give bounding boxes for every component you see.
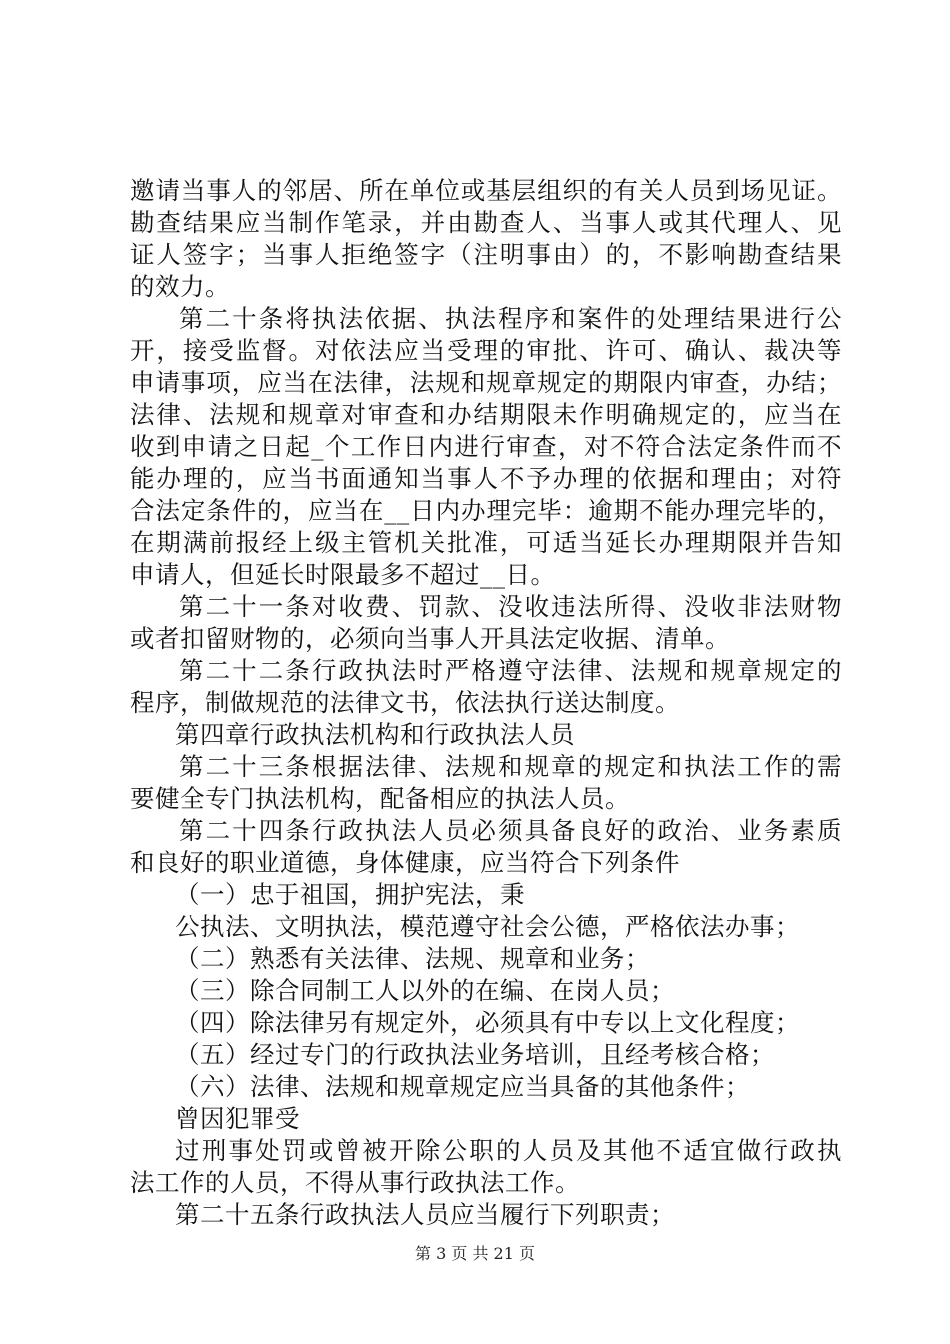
text-line: 申请事项，应当在法律，法规和规章规定的期限内审查，办结； <box>130 368 842 397</box>
article-22-start: 第二十二条行政执法时严格遵守法律、法规和规章规定的 <box>179 656 842 685</box>
text-line: 过刑事处罚或曾被开除公职的人员及其他不适宜做行政执 <box>175 1136 842 1165</box>
text-line: 的效力。 <box>130 272 230 301</box>
text-line: 和良好的职业道德，身体健康，应当符合下列条件 <box>130 848 680 877</box>
article-20-start: 第二十条将执法依据、执法程序和案件的处理结果进行公 <box>179 304 842 333</box>
condition-item-3: （三）除合同制工人以外的在编、在岗人员； <box>175 976 675 1005</box>
text-line: 开，接受监督。对依法应当受理的审批、许可、确认、裁决等 <box>130 336 842 365</box>
text-line: 能办理的，应当书面通知当事人不予办理的依据和理由；对符 <box>130 464 842 493</box>
text-line: 程序，制做规范的法律文书，依法执行送达制度。 <box>130 688 680 717</box>
text-line: 曾因犯罪受 <box>175 1104 300 1133</box>
article-23-start: 第二十三条根据法律、法规和规章的规定和执法工作的需 <box>179 752 842 781</box>
text-line: 要健全专门执法机构，配备相应的执法人员。 <box>130 784 630 813</box>
article-21-start: 第二十一条对收费、罚款、没收违法所得、没收非法财物 <box>179 592 842 621</box>
text-line: 在期满前报经上级主管机关批准，可适当延长办理期限并告知 <box>130 528 842 557</box>
text-line: 合法定条件的，应当在__日内办理完毕：逾期不能办理完毕的， <box>130 496 842 525</box>
article-24-start: 第二十四条行政执法人员必须具备良好的政治、业务素质 <box>179 816 842 845</box>
condition-item-6: （六）法律、法规和规章规定应当具备的其他条件； <box>175 1072 750 1101</box>
text-line: 邀请当事人的邻居、所在单位或基层组织的有关人员到场见证。 <box>130 176 842 205</box>
condition-item-1: （一）忠于祖国，拥护宪法，秉 <box>175 880 525 909</box>
condition-item-4: （四）除法律另有规定外，必须具有中专以上文化程度； <box>175 1008 800 1037</box>
condition-item-5: （五）经过专门的行政执法业务培训，且经考核合格； <box>175 1040 775 1069</box>
text-line: 法律、法规和规章对审查和办结期限未作明确规定的，应当在 <box>130 400 842 429</box>
condition-item-2: （二）熟悉有关法律、法规、规章和业务； <box>175 944 650 973</box>
document-body <box>130 175 842 1231</box>
text-line: 申请人，但延长时限最多不超过__日。 <box>130 560 556 589</box>
chapter-heading: 第四章行政执法机构和行政执法人员 <box>175 720 575 749</box>
text-line: 证人签字；当事人拒绝签字（注明事由）的，不影响勘查结果 <box>130 240 842 269</box>
text-line: 法工作的人员，不得从事行政执法工作。 <box>130 1168 580 1197</box>
text-line: 或者扣留财物的，必须向当事人开具法定收据、清单。 <box>130 624 730 653</box>
condition-item-1-continued: 公执法、文明执法，模范遵守社会公德，严格依法办事； <box>175 912 800 941</box>
article-25-start: 第二十五条行政执法人员应当履行下列职责； <box>175 1200 675 1229</box>
text-line: 收到申请之日起_个工作日内进行审查，对不符合法定条件而不 <box>130 432 842 461</box>
page-number-footer: 第 3 页 共 21 页 <box>415 1244 535 1263</box>
text-line: 勘查结果应当制作笔录，并由勘查人、当事人或其代理人、见 <box>130 208 842 237</box>
